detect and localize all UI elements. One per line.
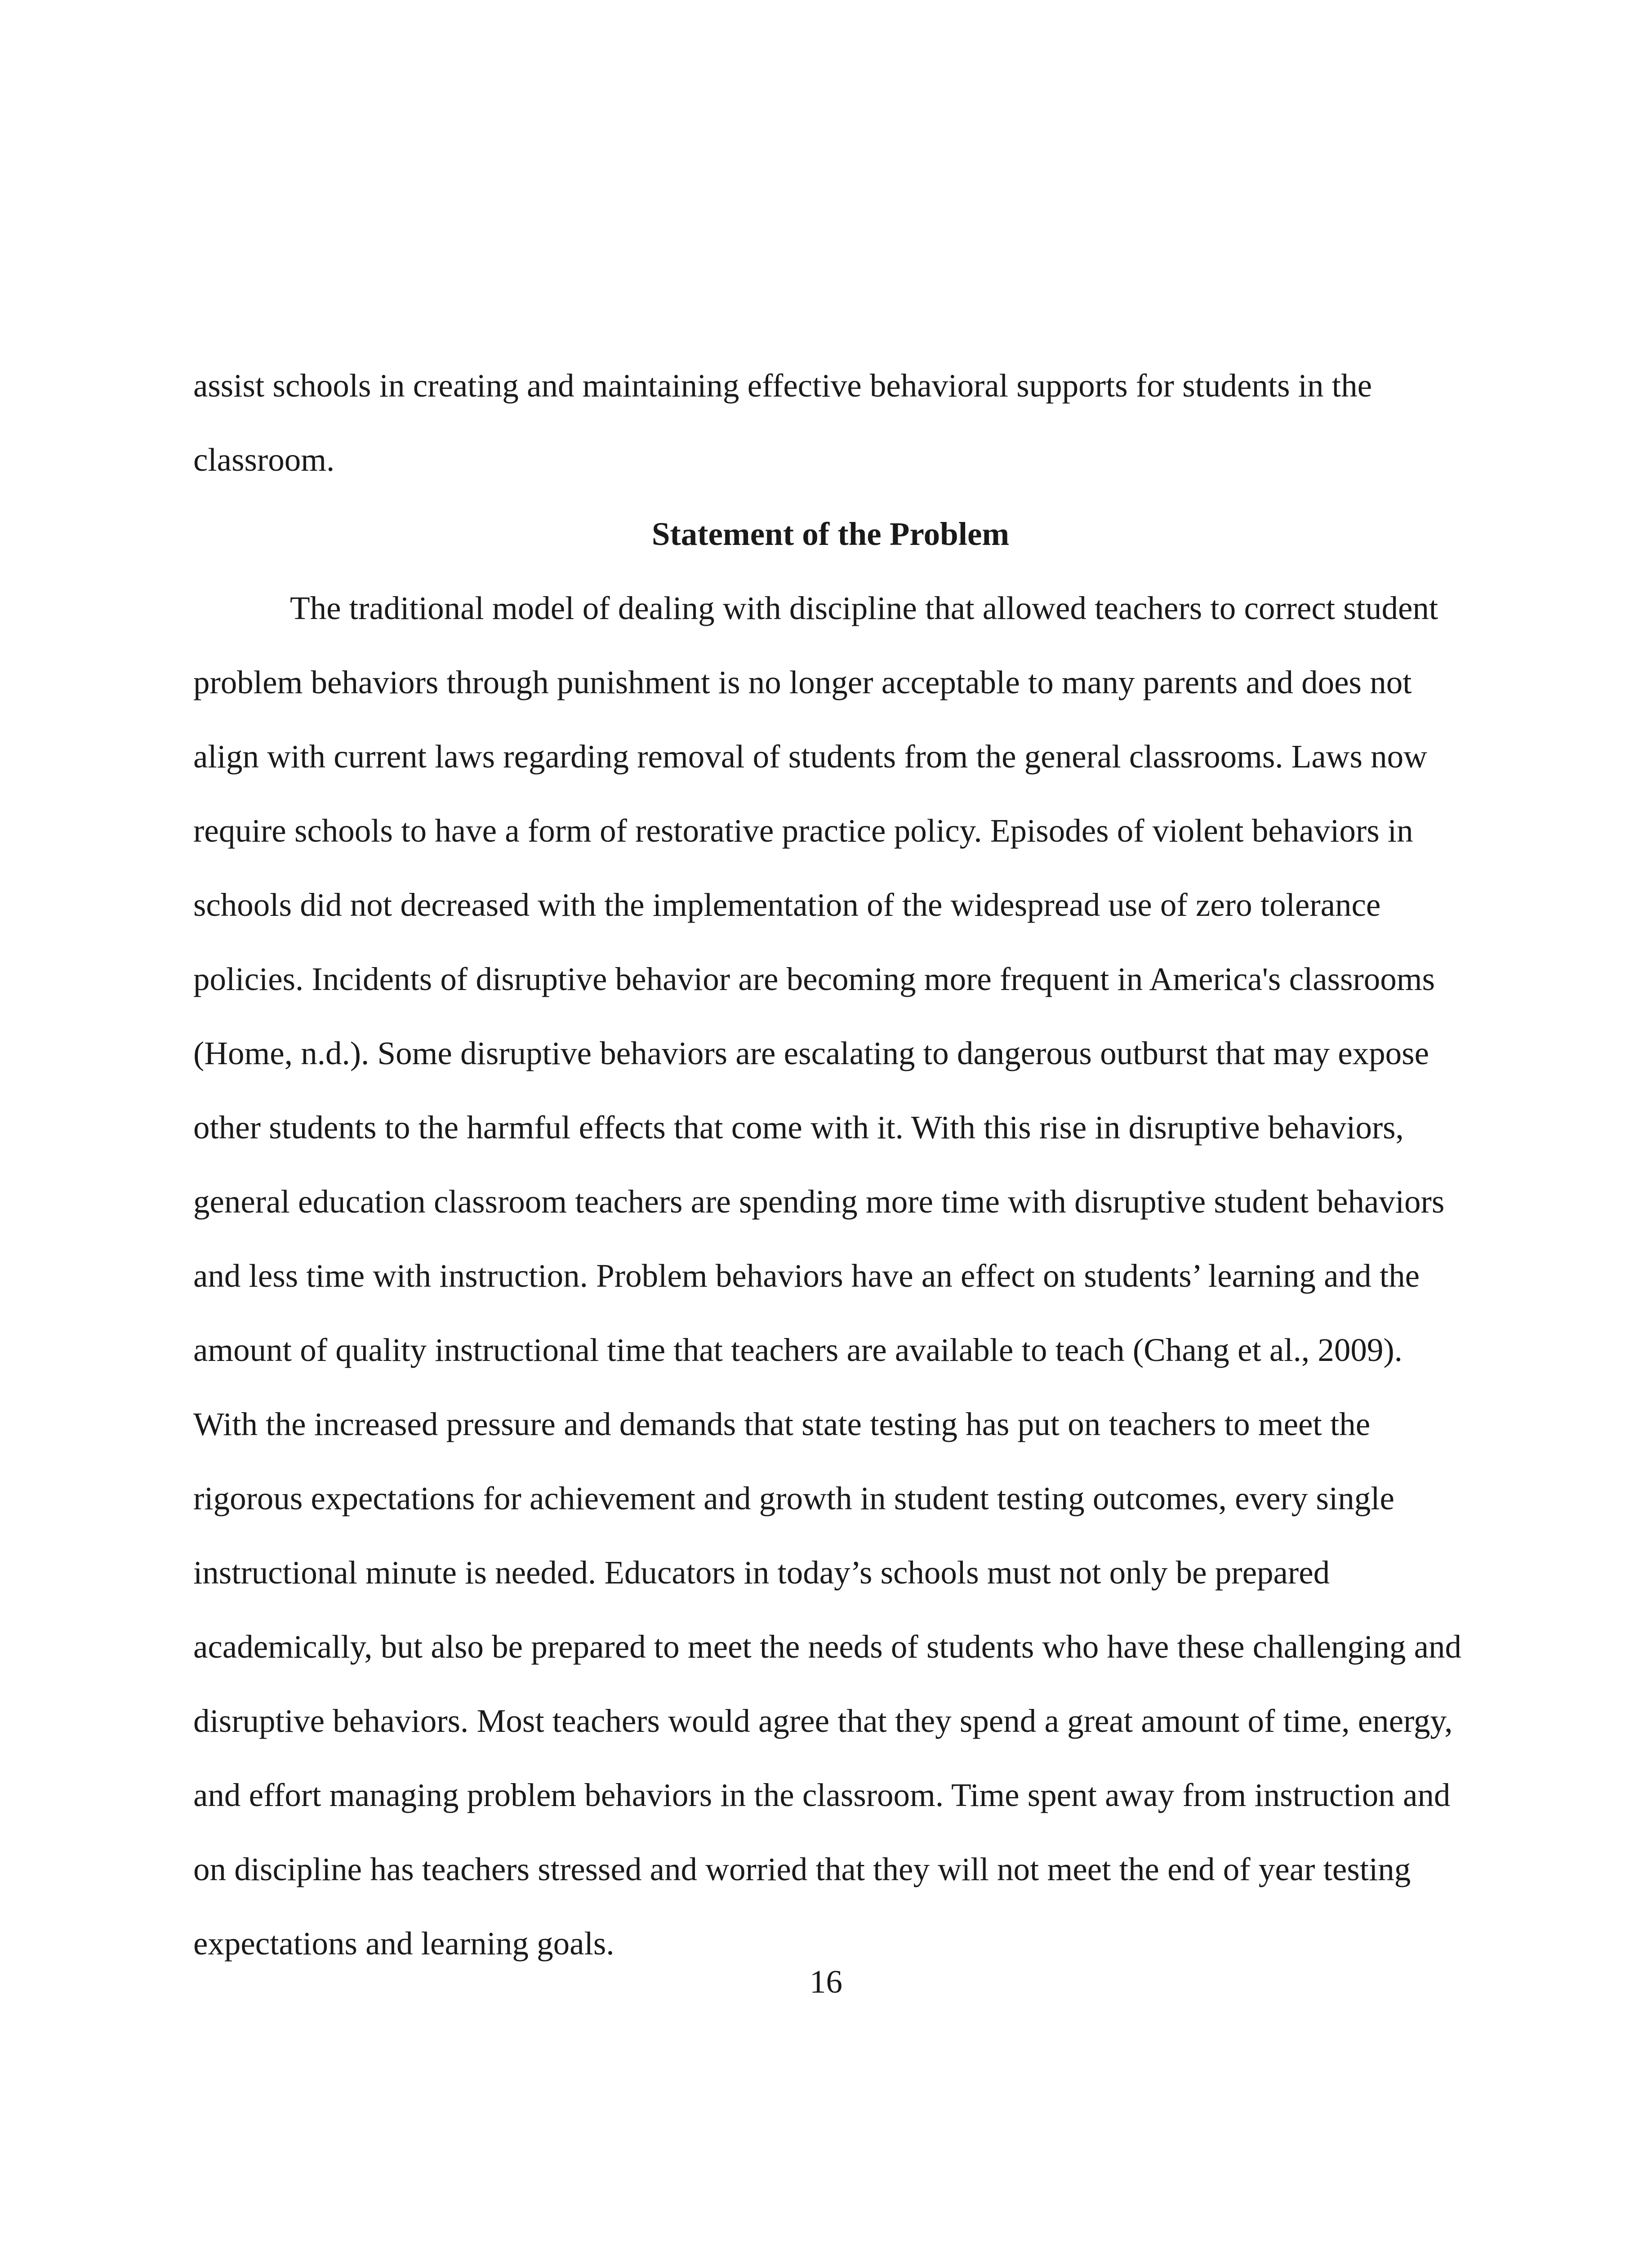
text-line: and less time with instruction. Problem behaviors have an effect on students’ learning and the	[193, 1258, 1420, 1294]
text-line: general education classroom teachers are spending more time with disruptive student behaviors	[193, 1183, 1445, 1220]
text-line: amount of quality instructional time that teachers are available to teach (Chang et al., 2009).	[193, 1332, 1403, 1368]
text-line: other students to the harmful effects that come with it. With this rise in disruptive behaviors,	[193, 1109, 1404, 1146]
text-line: schools did not decreased with the implementation of the widespread use of zero tolerance	[193, 887, 1381, 923]
problem-paragraph	[193, 571, 1461, 1980]
continued-paragraph	[193, 348, 1445, 497]
text-line: instructional minute is needed. Educators in today’s schools must not only be prepared	[193, 1554, 1330, 1591]
text-line: classroom.	[193, 442, 335, 478]
text-line: rigorous expectations for achievement and growth in student testing outcomes, every single	[193, 1480, 1394, 1517]
body-text	[193, 348, 1461, 1980]
text-line: require schools to have a form of restorative practice policy. Episodes of violent behaviors in	[193, 812, 1413, 849]
text-line: assist schools in creating and maintaining effective behavioral supports for students in the	[193, 367, 1372, 404]
text-line: problem behaviors through punishment is no longer acceptable to many parents and does not	[193, 664, 1412, 700]
text-line: expectations and learning goals.	[193, 1925, 614, 1962]
text-line: (Home, n.d.). Some disruptive behaviors are escalating to dangerous outburst that may expose	[193, 1035, 1429, 1071]
text-line: and effort managing problem behaviors in the classroom. Time spent away from instruction and	[193, 1777, 1451, 1813]
section-heading: Statement of the Problem	[651, 516, 1010, 552]
text-line: With the increased pressure and demands that state testing has put on teachers to meet the	[193, 1406, 1371, 1442]
text-line: disruptive behaviors. Most teachers would agree that they spend a great amount of time, energy,	[193, 1703, 1453, 1739]
text-line: The traditional model of dealing with discipline that allowed teachers to correct student	[290, 590, 1438, 626]
page-number: 16	[810, 1963, 842, 2000]
text-line: on discipline has teachers stressed and worried that they will not meet the end of year testing	[193, 1851, 1411, 1887]
text-line: align with current laws regarding removal of students from the general classrooms. Laws now	[193, 738, 1427, 775]
text-line: academically, but also be prepared to meet the needs of students who have these challenging and	[193, 1628, 1461, 1665]
text-line: policies. Incidents of disruptive behavior are becoming more frequent in America's classrooms	[193, 961, 1435, 997]
